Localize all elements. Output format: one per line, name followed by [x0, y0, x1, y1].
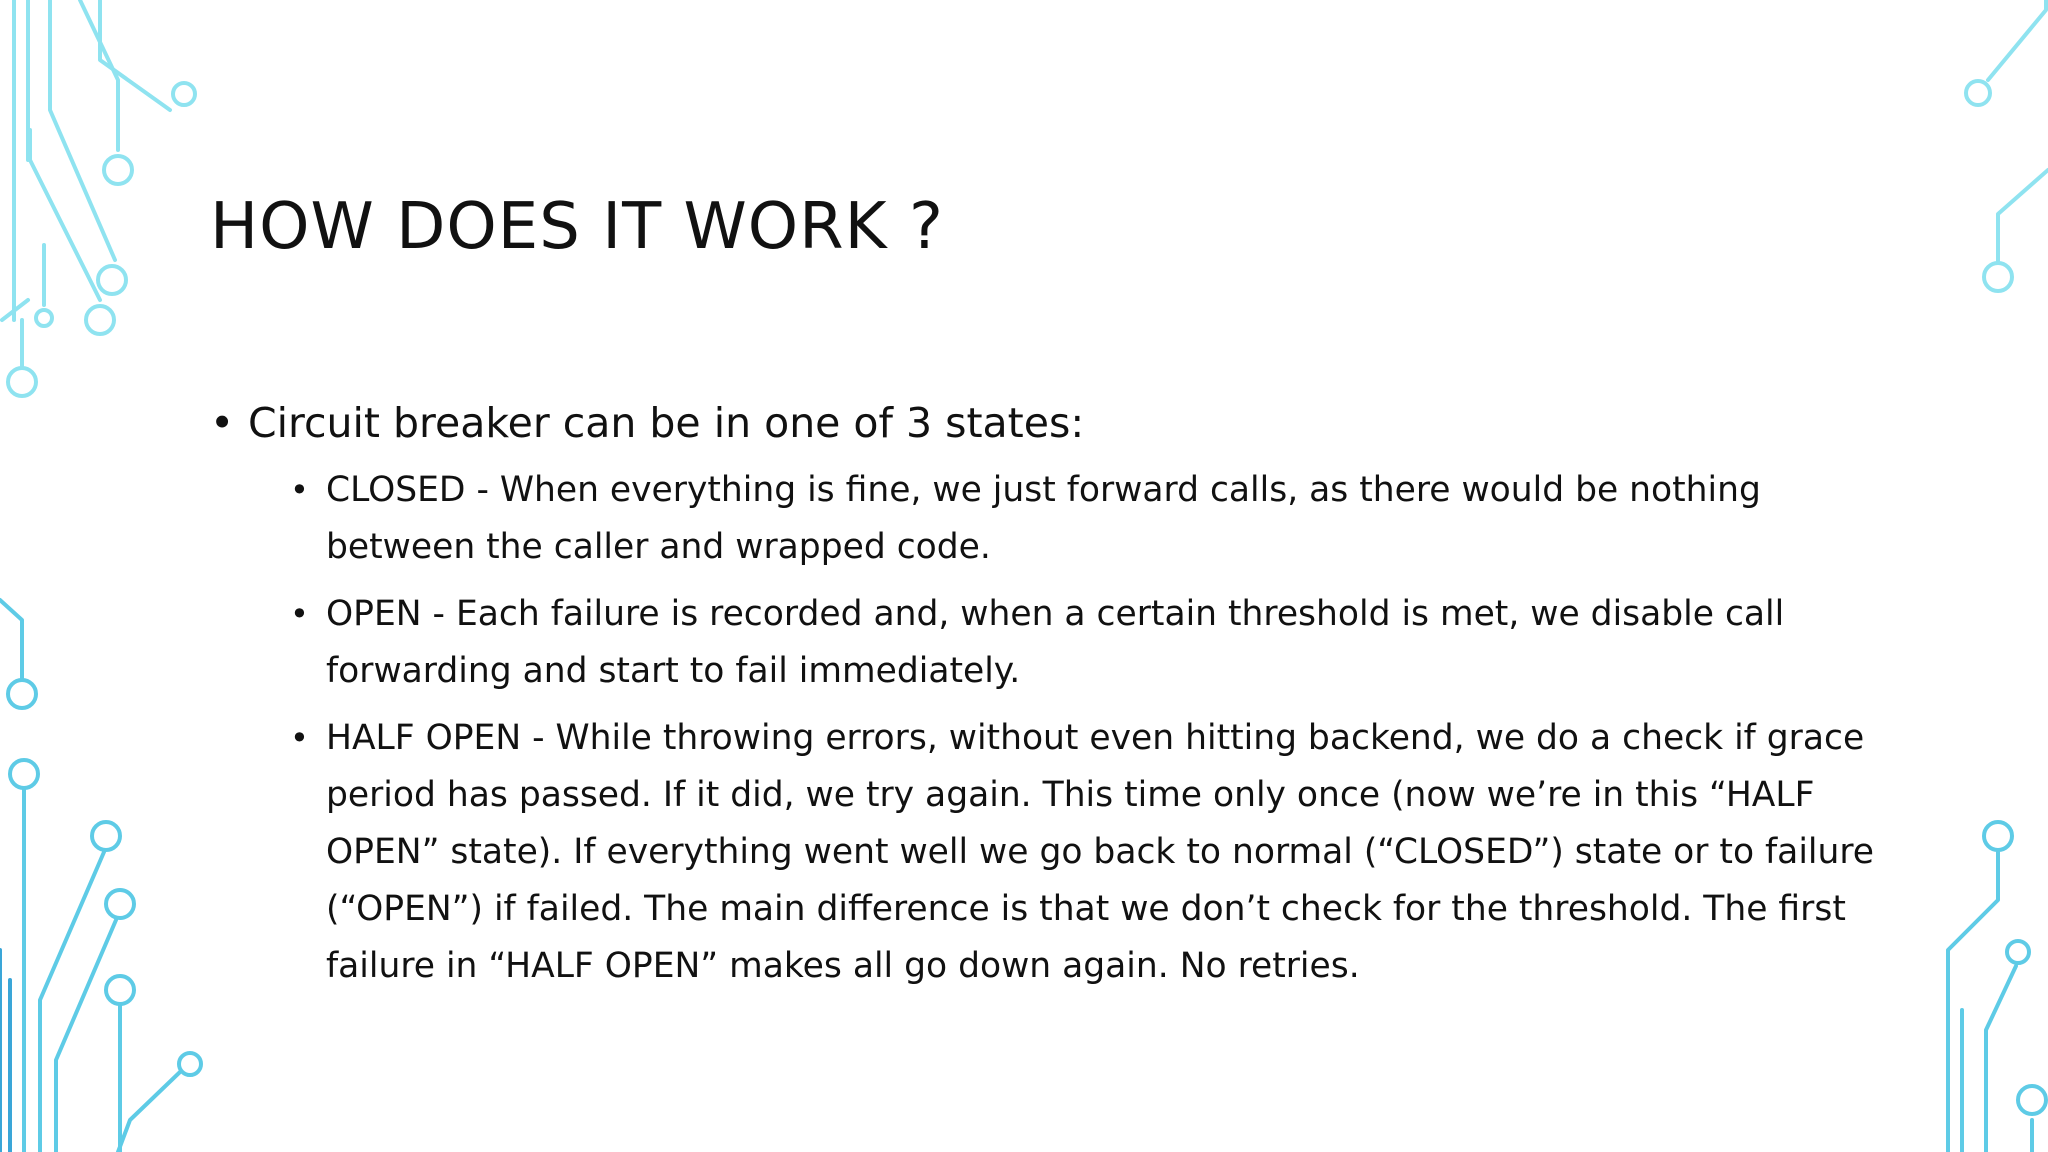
sub-bullet-closed — [290, 462, 1886, 576]
circuit-decoration-right — [1918, 0, 2048, 1152]
bullet-item — [210, 392, 1870, 454]
bullet-icon: • — [290, 595, 309, 633]
slide-title: HOW DOES IT WORK ? — [210, 190, 944, 264]
bullet-text: Circuit breaker can be in one of 3 states: — [248, 399, 1085, 447]
sub-bullet-open — [290, 586, 1886, 700]
sub-bullet-text: CLOSED - When everything is fine, we just forward calls, as there would be nothing between the caller and wrapped code. — [326, 470, 1761, 567]
sub-bullet-half-open — [290, 710, 1886, 995]
bullet-icon: • — [210, 399, 235, 447]
sub-bullet-text: OPEN - Each failure is recorded and, when a certain threshold is met, we disable call forwarding and start to fail immediately. — [326, 594, 1785, 691]
bullet-icon: • — [290, 471, 309, 509]
sub-bullet-text: HALF OPEN - While throwing errors, without even hitting backend, we do a check if grace period has passed. If it did, we try again. This time only once (now we’re in this “HALF OPEN” state). If everything went well we go back to normal (“CLOSED”) state or to failure (“OPEN”) if failed. The main difference is that we don’t check for the threshold. The first failure in “HALF OPEN” makes all go down again. No retries. — [326, 718, 1875, 986]
slide-body — [210, 392, 1875, 1005]
circuit-decoration-left — [0, 0, 220, 1152]
bullet-icon: • — [290, 719, 309, 757]
